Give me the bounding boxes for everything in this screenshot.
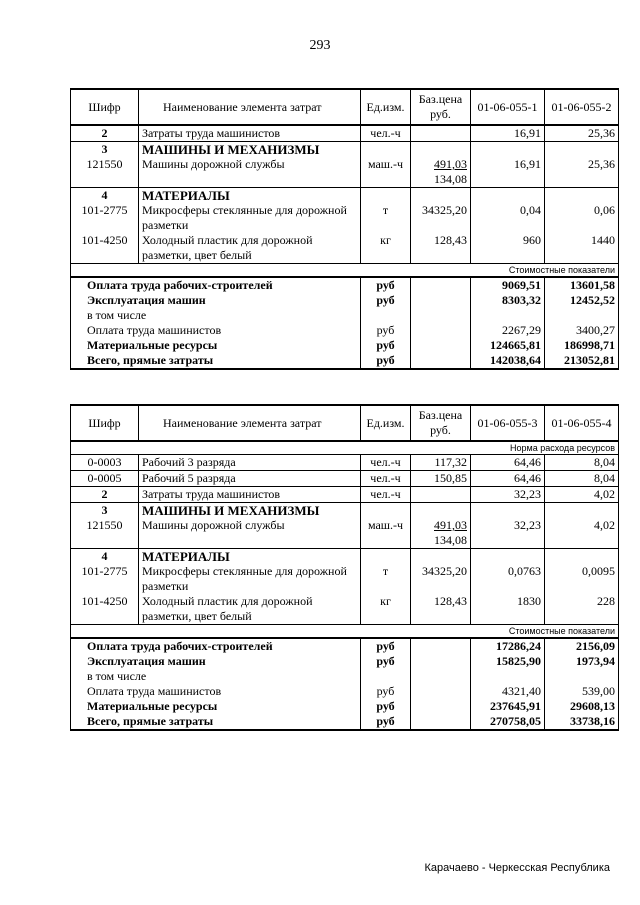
row-value-b: 0,06: [545, 203, 619, 233]
sum-row: [71, 293, 619, 308]
sum-value-b: 13601,58: [545, 277, 619, 293]
row-code: 3: [71, 503, 139, 519]
cost-indicators-label: Стоимостные показатели: [71, 264, 619, 278]
table-header: [71, 405, 619, 441]
row-value-b: 0,0095: [545, 564, 619, 594]
row-code: 2: [71, 125, 139, 142]
sum-name: в том числе: [71, 308, 361, 323]
row-value-b: 25,36: [545, 125, 619, 142]
row-price: 128,43: [411, 233, 471, 264]
row-unit: т: [361, 203, 411, 233]
row-unit: чел.-ч: [361, 471, 411, 487]
cost-indicators-row: [71, 264, 619, 278]
header-base-price: Баз.цена руб.: [411, 89, 471, 125]
sum-name: Эксплуатация машин: [71, 654, 361, 669]
table-row: [71, 549, 619, 565]
sum-value-a: 4321,40: [471, 684, 545, 699]
row-value-b: 8,04: [545, 471, 619, 487]
sum-row: [71, 308, 619, 323]
header-col-a: 01-06-055-3: [471, 405, 545, 441]
table-row: [71, 487, 619, 503]
row-name: Затраты труда машинистов: [139, 487, 361, 503]
row-code: 101-2775: [71, 564, 139, 594]
sum-unit: руб: [361, 714, 411, 730]
sum-row: [71, 353, 619, 369]
header-unit: Ед.изм.: [361, 405, 411, 441]
sum-unit: руб: [361, 338, 411, 353]
row-value-b: 8,04: [545, 455, 619, 471]
header-col-b: 01-06-055-2: [545, 89, 619, 125]
row-value-b: 228: [545, 594, 619, 625]
sum-name: Материальные ресурсы: [71, 699, 361, 714]
section-title: МАТЕРИАЛЫ: [139, 188, 361, 204]
row-code: 2: [71, 487, 139, 503]
row-name: Затраты труда машинистов: [139, 125, 361, 142]
sum-row: [71, 654, 619, 669]
sum-row: [71, 323, 619, 338]
row-value-a: 16,91: [471, 125, 545, 142]
header-code: Шифр: [71, 89, 139, 125]
sum-name: в том числе: [71, 669, 361, 684]
sum-unit: руб: [361, 684, 411, 699]
header-base-price: Баз.цена руб.: [411, 405, 471, 441]
row-code: 3: [71, 142, 139, 158]
row-value-b: 4,02: [545, 487, 619, 503]
table-row: [71, 233, 619, 264]
sum-row: [71, 684, 619, 699]
header-name: Наименование элемента затрат: [139, 405, 361, 441]
row-value-a: 0,0763: [471, 564, 545, 594]
row-name: Микросферы стеклянные для дорожной разметки: [139, 203, 361, 233]
sum-value-a: 8303,32: [471, 293, 545, 308]
row-code: 0-0005: [71, 471, 139, 487]
sum-value-b: 186998,71: [545, 338, 619, 353]
sum-unit: руб: [361, 699, 411, 714]
row-code: 0-0003: [71, 455, 139, 471]
sum-name: Оплата труда рабочих-строителей: [71, 277, 361, 293]
table-row: [71, 157, 619, 188]
row-unit: т: [361, 564, 411, 594]
sum-value-a: 15825,90: [471, 654, 545, 669]
row-unit: маш.-ч: [361, 518, 411, 549]
sum-unit: руб: [361, 277, 411, 293]
row-value-b: 25,36: [545, 157, 619, 188]
cost-table-2: [70, 404, 619, 731]
row-code: 121550: [71, 157, 139, 188]
table-row: [71, 564, 619, 594]
table-row: [71, 203, 619, 233]
sum-row: [71, 669, 619, 684]
row-value-a: 960: [471, 233, 545, 264]
section-title: МАШИНЫ И МЕХАНИЗМЫ: [139, 503, 361, 519]
row-unit: кг: [361, 594, 411, 625]
sum-value-a: 270758,05: [471, 714, 545, 730]
sum-value-a: 142038,64: [471, 353, 545, 369]
sum-row: [71, 714, 619, 730]
sum-name: Эксплуатация машин: [71, 293, 361, 308]
row-value-a: 0,04: [471, 203, 545, 233]
cost-table-1: [70, 88, 619, 370]
table-row: [71, 142, 619, 158]
sum-value-b: 2156,09: [545, 638, 619, 654]
row-value-a: 32,23: [471, 487, 545, 503]
header-code: Шифр: [71, 405, 139, 441]
sum-unit: руб: [361, 638, 411, 654]
section-title: МАШИНЫ И МЕХАНИЗМЫ: [139, 142, 361, 158]
header-col-b: 01-06-055-4: [545, 405, 619, 441]
table-row: [71, 125, 619, 142]
row-name: Рабочий 3 разряда: [139, 455, 361, 471]
row-value-b: 4,02: [545, 518, 619, 549]
sum-name: Оплата труда рабочих-строителей: [71, 638, 361, 654]
table-row: [71, 594, 619, 625]
row-code: 101-4250: [71, 594, 139, 625]
row-price: 150,85: [411, 471, 471, 487]
norm-label: Норма расхода ресурсов: [71, 441, 619, 455]
row-unit: кг: [361, 233, 411, 264]
row-price: 117,32: [411, 455, 471, 471]
row-name: Рабочий 5 разряда: [139, 471, 361, 487]
row-code: 121550: [71, 518, 139, 549]
sum-unit: руб: [361, 353, 411, 369]
norm-row: [71, 441, 619, 455]
sum-unit: руб: [361, 323, 411, 338]
sum-value-a: 9069,51: [471, 277, 545, 293]
row-price: [411, 125, 471, 142]
cost-indicators-row: [71, 625, 619, 639]
table-header: [71, 89, 619, 125]
row-name: Машины дорожной службы: [139, 518, 361, 549]
sum-name: Всего, прямые затраты: [71, 353, 361, 369]
table-row: [71, 518, 619, 549]
sum-value-b: 29608,13: [545, 699, 619, 714]
cost-indicators-label: Стоимостные показатели: [71, 625, 619, 639]
row-value-a: 32,23: [471, 518, 545, 549]
sum-value-b: 33738,16: [545, 714, 619, 730]
sum-value-a: 124665,81: [471, 338, 545, 353]
page-footer: Карачаево - Черкесская Республика: [424, 862, 610, 874]
sum-unit: руб: [361, 293, 411, 308]
page-number: 293: [309, 38, 331, 53]
row-unit: чел.-ч: [361, 455, 411, 471]
sum-name: Оплата труда машинистов: [71, 684, 361, 699]
row-price: 34325,20: [411, 203, 471, 233]
row-price: 491,03 134,08: [411, 157, 471, 188]
row-value-a: 64,46: [471, 455, 545, 471]
sum-value-a: 17286,24: [471, 638, 545, 654]
table-row: [71, 455, 619, 471]
row-name: Холодный пластик для дорожной разметки, цвет белый: [139, 233, 361, 264]
row-value-b: 1440: [545, 233, 619, 264]
row-code: 4: [71, 188, 139, 204]
sum-row: [71, 638, 619, 654]
sum-value-a: 2267,29: [471, 323, 545, 338]
row-price: 128,43: [411, 594, 471, 625]
table-row: [71, 188, 619, 204]
row-unit: чел.-ч: [361, 487, 411, 503]
sum-value-b: 539,00: [545, 684, 619, 699]
row-code: 101-2775: [71, 203, 139, 233]
sum-unit: руб: [361, 654, 411, 669]
header-name: Наименование элемента затрат: [139, 89, 361, 125]
row-price: 491,03 134,08: [411, 518, 471, 549]
row-value-a: 16,91: [471, 157, 545, 188]
row-code: 4: [71, 549, 139, 565]
header-unit: Ед.изм.: [361, 89, 411, 125]
row-unit: маш.-ч: [361, 157, 411, 188]
row-value-a: 64,46: [471, 471, 545, 487]
sum-value-a: 237645,91: [471, 699, 545, 714]
row-name: Холодный пластик для дорожной разметки, цвет белый: [139, 594, 361, 625]
table-row: [71, 503, 619, 519]
sum-name: Всего, прямые затраты: [71, 714, 361, 730]
row-price: [411, 487, 471, 503]
header-col-a: 01-06-055-1: [471, 89, 545, 125]
sum-name: Оплата труда машинистов: [71, 323, 361, 338]
section-title: МАТЕРИАЛЫ: [139, 549, 361, 565]
row-name: Микросферы стеклянные для дорожной разметки: [139, 564, 361, 594]
sum-value-b: 3400,27: [545, 323, 619, 338]
sum-row: [71, 699, 619, 714]
row-unit: чел.-ч: [361, 125, 411, 142]
row-name: Машины дорожной службы: [139, 157, 361, 188]
row-value-a: 1830: [471, 594, 545, 625]
sum-value-b: 12452,52: [545, 293, 619, 308]
sum-row: [71, 338, 619, 353]
row-price: 34325,20: [411, 564, 471, 594]
table-row: [71, 471, 619, 487]
row-code: 101-4250: [71, 233, 139, 264]
sum-value-b: 1973,94: [545, 654, 619, 669]
sum-row: [71, 277, 619, 293]
sum-name: Материальные ресурсы: [71, 338, 361, 353]
sum-value-b: 213052,81: [545, 353, 619, 369]
